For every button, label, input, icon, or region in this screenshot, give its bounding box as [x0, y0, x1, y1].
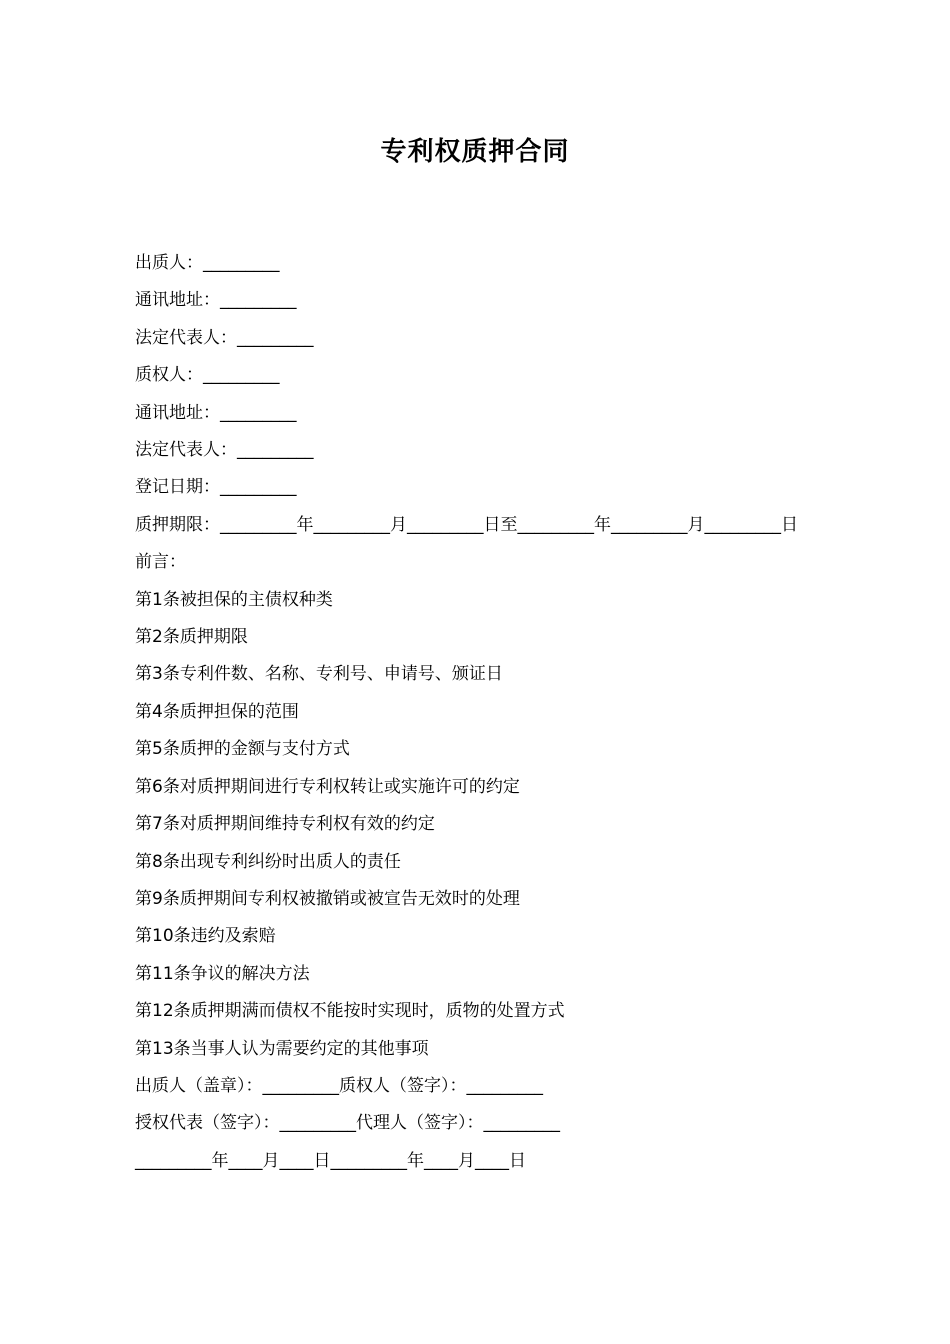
- article-item: 第13条当事人认为需要约定的其他事项: [135, 1038, 429, 1059]
- signature-line-representative: 授权代表（签字）：_________代理人（签字）：_________: [135, 1113, 560, 1134]
- pledgee-field: 质权人：_________: [135, 365, 280, 386]
- registration-date-field: 登记日期：_________: [135, 477, 297, 498]
- document-title: 专利权质押合同: [380, 137, 570, 167]
- article-item: 第12条质押期满而债权不能按时实现时，质物的处置方式: [135, 1001, 565, 1022]
- article-item: 第5条质押的金额与支付方式: [135, 739, 350, 760]
- pledgee-address-field: 通讯地址：_________: [135, 402, 297, 423]
- article-item: 第7条对质押期间维持专利权有效的约定: [135, 814, 435, 835]
- signature-date-line: _________年____月____日_________年____月____日: [135, 1150, 526, 1171]
- article-item: 第11条争议的解决方法: [135, 963, 310, 984]
- article-item: 第3条专利件数、名称、专利号、申请号、颁证日: [135, 664, 503, 685]
- pledgee-legal-rep-field: 法定代表人：_________: [135, 440, 314, 461]
- article-item: 第10条违约及索赔: [135, 926, 276, 947]
- signature-line-seal: 出质人（盖章）：_________质权人（签字）：_________: [135, 1075, 543, 1096]
- pledgor-address-field: 通讯地址：_________: [135, 290, 297, 311]
- article-item: 第2条质押期限: [135, 627, 248, 648]
- article-item: 第4条质押担保的范围: [135, 701, 299, 722]
- article-item: 第8条出现专利纠纷时出质人的责任: [135, 851, 401, 872]
- document-body: [117, 245, 837, 1180]
- pledgor-field: 出质人：_________: [135, 253, 280, 273]
- pledge-term-field: 质押期限：_________年_________月_________日至_________年_________月_________日: [135, 514, 798, 535]
- article-item: 第9条质押期间专利权被撤销或被宣告无效时的处理: [135, 888, 520, 909]
- preface-heading: 前言：: [135, 552, 186, 573]
- pledgor-legal-rep-field: 法定代表人：_________: [135, 327, 314, 348]
- article-item: 第6条对质押期间进行专利权转让或实施许可的约定: [135, 776, 520, 797]
- article-item: 第1条被担保的主债权种类: [135, 589, 333, 610]
